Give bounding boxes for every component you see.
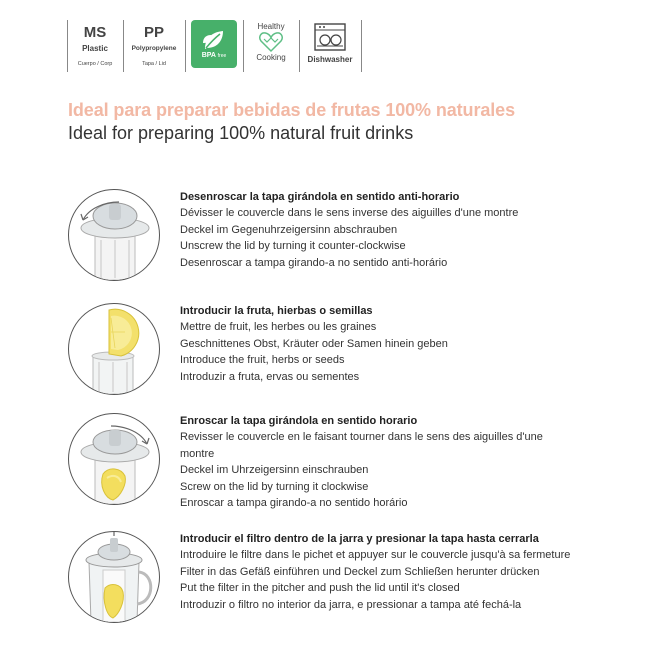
step-2-line-fr: Mettre de fruit, les herbes ou les graines xyxy=(180,321,377,334)
step-3-line-en: Screw on the lid by turning it clockwise xyxy=(180,480,369,493)
badge-bpa-free xyxy=(185,20,243,72)
screw-lid-icon xyxy=(68,413,160,505)
step-4-line-fr: Introduire le filtre dans le pichet et appuyer sur le couvercle jusqu'à sa fermeture xyxy=(180,549,571,562)
badge-ms-plastic xyxy=(67,20,123,72)
badge-dishwasher xyxy=(299,20,361,72)
badge-pp-name: Polypropylene xyxy=(131,45,177,52)
step-4-line-pt: Introduzir o filtro no interior da jarra, e pressionar a tampa até fechá-la xyxy=(180,598,522,611)
insert-filter-icon xyxy=(68,531,160,623)
badge-bpa-label: BPA xyxy=(201,52,216,59)
add-fruit-icon xyxy=(68,303,160,395)
step-1-line-de: Deckel im Gegenuhrzeigersinn abschrauben xyxy=(180,223,398,236)
badge-pp-code: PP xyxy=(143,24,164,41)
title-english: Ideal for preparing 100% natural fruit drinks xyxy=(68,123,414,143)
title-spanish: Ideal para preparar bebidas de frutas 100% naturales xyxy=(68,100,515,120)
badge-ms-name: Plastic xyxy=(82,44,108,53)
step-3-line-de: Deckel im Uhrzeigersinn einschrauben xyxy=(180,464,369,477)
step-2-line-de: Geschnittenes Obst, Kräuter oder Samen hinein geben xyxy=(180,337,448,350)
badge-pp-polypropylene xyxy=(123,20,185,72)
leaf-icon xyxy=(201,29,227,51)
step-1-line-pt: Desenroscar a tampa girando-a no sentido anti-horário xyxy=(180,256,448,269)
step-2-heading: Introducir la fruta, hierbas o semillas xyxy=(180,305,373,317)
step-4-heading: Introducir el filtro dentro de la jarra y presionar la tapa hasta cerrarla xyxy=(180,533,539,545)
badge-healthy-top: Healthy xyxy=(257,22,285,31)
step-3-heading: Enroscar la tapa girándola en sentido horario xyxy=(180,415,418,427)
badge-healthy-bottom: Cooking xyxy=(256,53,286,62)
badge-separator xyxy=(361,20,362,72)
badge-bpa-sub: free xyxy=(217,53,227,59)
badge-pp-part: Tapa / Lid xyxy=(142,61,166,67)
step-1-line-en: Unscrew the lid by turning it counter-clockwise xyxy=(180,240,406,253)
step-4-line-de: Filter in das Gefäß einführen und Deckel zum Schließen herunter drücken xyxy=(180,565,540,578)
step-2-line-pt: Introduzir a fruta, ervas ou sementes xyxy=(180,370,360,383)
heart-icon xyxy=(258,31,284,53)
step-1-line-fr: Dévisser le couvercle dans le sens inverse des aiguilles d'une montre xyxy=(180,207,519,220)
unscrew-lid-icon xyxy=(68,189,160,281)
step-3-line-fr: Revisser le couvercle en le faisant tourner dans le sens des aiguilles d'une montre xyxy=(180,431,543,460)
step-4-line-en: Put the filter in the pitcher and push the lid until it's closed xyxy=(180,582,460,595)
badge-ms-part: Cuerpo / Corp xyxy=(77,61,113,67)
badge-dishwasher-label: Dishwasher xyxy=(307,55,353,64)
step-3-line-pt: Enroscar a tampa girando-a no sentido horário xyxy=(180,497,408,510)
step-2-line-en: Introduce the fruit, herbs or seeds xyxy=(180,354,345,367)
badge-ms-code: MS xyxy=(83,24,107,41)
dishwasher-icon xyxy=(313,22,347,52)
badge-healthy-cooking xyxy=(243,20,299,72)
material-badges xyxy=(67,20,362,72)
step-1-heading: Desenroscar la tapa girándola en sentido anti-horario xyxy=(180,191,460,203)
